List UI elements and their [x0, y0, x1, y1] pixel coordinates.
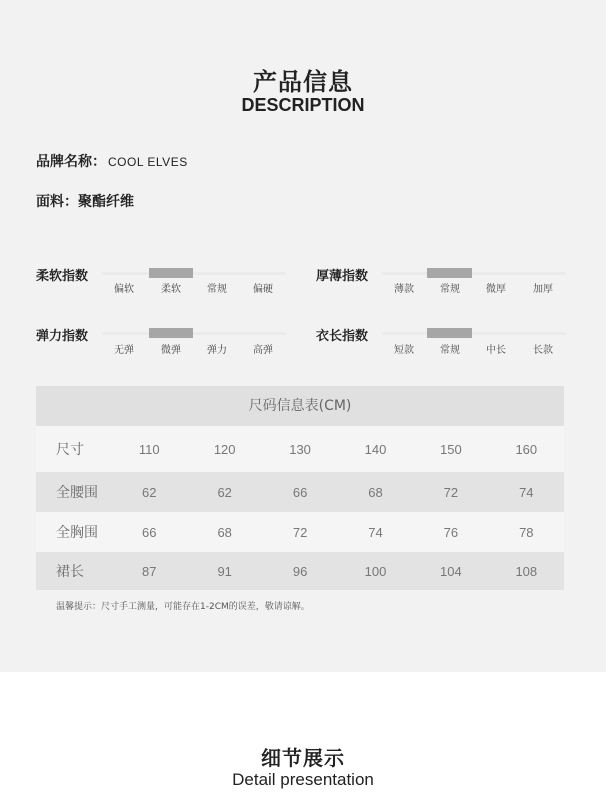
table-cell: 78 — [519, 524, 534, 540]
page-subtitle: DESCRIPTION — [241, 95, 365, 115]
table-cell: 62 — [142, 484, 157, 500]
table-row — [36, 552, 564, 590]
elasticity-option: 高弹 — [253, 345, 273, 356]
table-cell: 68 — [217, 524, 232, 540]
fabric-row — [36, 191, 134, 211]
table-cell: 96 — [292, 563, 308, 579]
fabric-value: 聚酯纤维 — [78, 194, 134, 210]
table-cell: 120 — [213, 441, 236, 457]
thickness-index-track — [382, 272, 566, 275]
table-row — [36, 472, 564, 512]
table-cell: 74 — [519, 484, 534, 500]
table-cell: 74 — [368, 524, 383, 540]
softness-option: 偏硬 — [253, 284, 273, 295]
table-cell: 130 — [289, 441, 311, 457]
thickness-option: 加厚 — [533, 284, 553, 295]
table-cell: 150 — [440, 441, 462, 457]
length-option: 长款 — [533, 345, 553, 356]
measurement-note: 温馨提示：尺寸手工测量，可能存在1-2CM的误差，敬请谅解。 — [56, 602, 310, 612]
softness-index-track — [102, 272, 286, 275]
softness-index-selected — [149, 268, 193, 278]
table-cell: 160 — [515, 441, 538, 457]
table-cell: 87 — [142, 563, 157, 579]
table-cell: 108 — [515, 563, 538, 579]
row-label: 全胸围 — [56, 525, 98, 541]
length-index-track — [382, 332, 566, 335]
softness-index-label: 柔软指数 — [36, 269, 89, 284]
elasticity-index-track — [102, 332, 286, 335]
fabric-label: 面料： — [36, 194, 78, 210]
length-index-selected — [427, 328, 472, 338]
table-cell: 62 — [217, 484, 232, 500]
table-cell: 68 — [368, 484, 383, 500]
row-label: 全腰围 — [56, 485, 98, 501]
elasticity-index-label: 弹力指数 — [36, 329, 89, 344]
table-cell: 140 — [364, 441, 387, 457]
thickness-option: 常规 — [440, 284, 460, 295]
table-cell: 72 — [443, 484, 459, 500]
thickness-index-selected — [427, 268, 472, 278]
brand-row — [36, 151, 188, 171]
table-cell: 110 — [138, 441, 160, 457]
softness-option: 柔软 — [161, 284, 181, 295]
softness-option: 常规 — [207, 284, 227, 295]
elasticity-option: 微弹 — [161, 345, 181, 356]
length-index-label: 衣长指数 — [316, 329, 369, 344]
table-row — [36, 512, 564, 552]
table-cell: 91 — [217, 563, 232, 579]
brand-value: COOL ELVES — [108, 155, 188, 169]
detail-section-title: 细节展示 — [261, 746, 345, 770]
brand-label: 品牌名称： — [36, 154, 106, 170]
table-cell: 104 — [440, 563, 462, 579]
table-cell: 66 — [292, 484, 308, 500]
detail-section-subtitle: Detail presentation — [232, 770, 374, 789]
elasticity-option: 弹力 — [207, 345, 227, 356]
page-title: 产品信息 — [253, 68, 353, 96]
thickness-option: 微厚 — [486, 284, 506, 295]
table-cell: 76 — [443, 524, 459, 540]
length-option: 中长 — [486, 345, 506, 356]
length-option: 常规 — [440, 345, 460, 356]
table-cell: 100 — [364, 563, 387, 579]
elasticity-option: 无弹 — [114, 345, 134, 356]
table-cell: 66 — [142, 524, 157, 540]
table-row — [36, 426, 564, 472]
thickness-index-label: 厚薄指数 — [316, 269, 369, 284]
size-table-title: 尺码信息表(CM) — [36, 386, 564, 426]
thickness-option: 薄款 — [394, 284, 414, 295]
elasticity-index-selected — [149, 328, 193, 338]
length-option: 短款 — [394, 345, 414, 356]
size-table — [36, 386, 564, 590]
row-label: 尺寸 — [56, 442, 84, 458]
softness-option: 偏软 — [114, 284, 134, 295]
table-cell: 72 — [292, 524, 308, 540]
row-label: 裙长 — [56, 564, 84, 580]
